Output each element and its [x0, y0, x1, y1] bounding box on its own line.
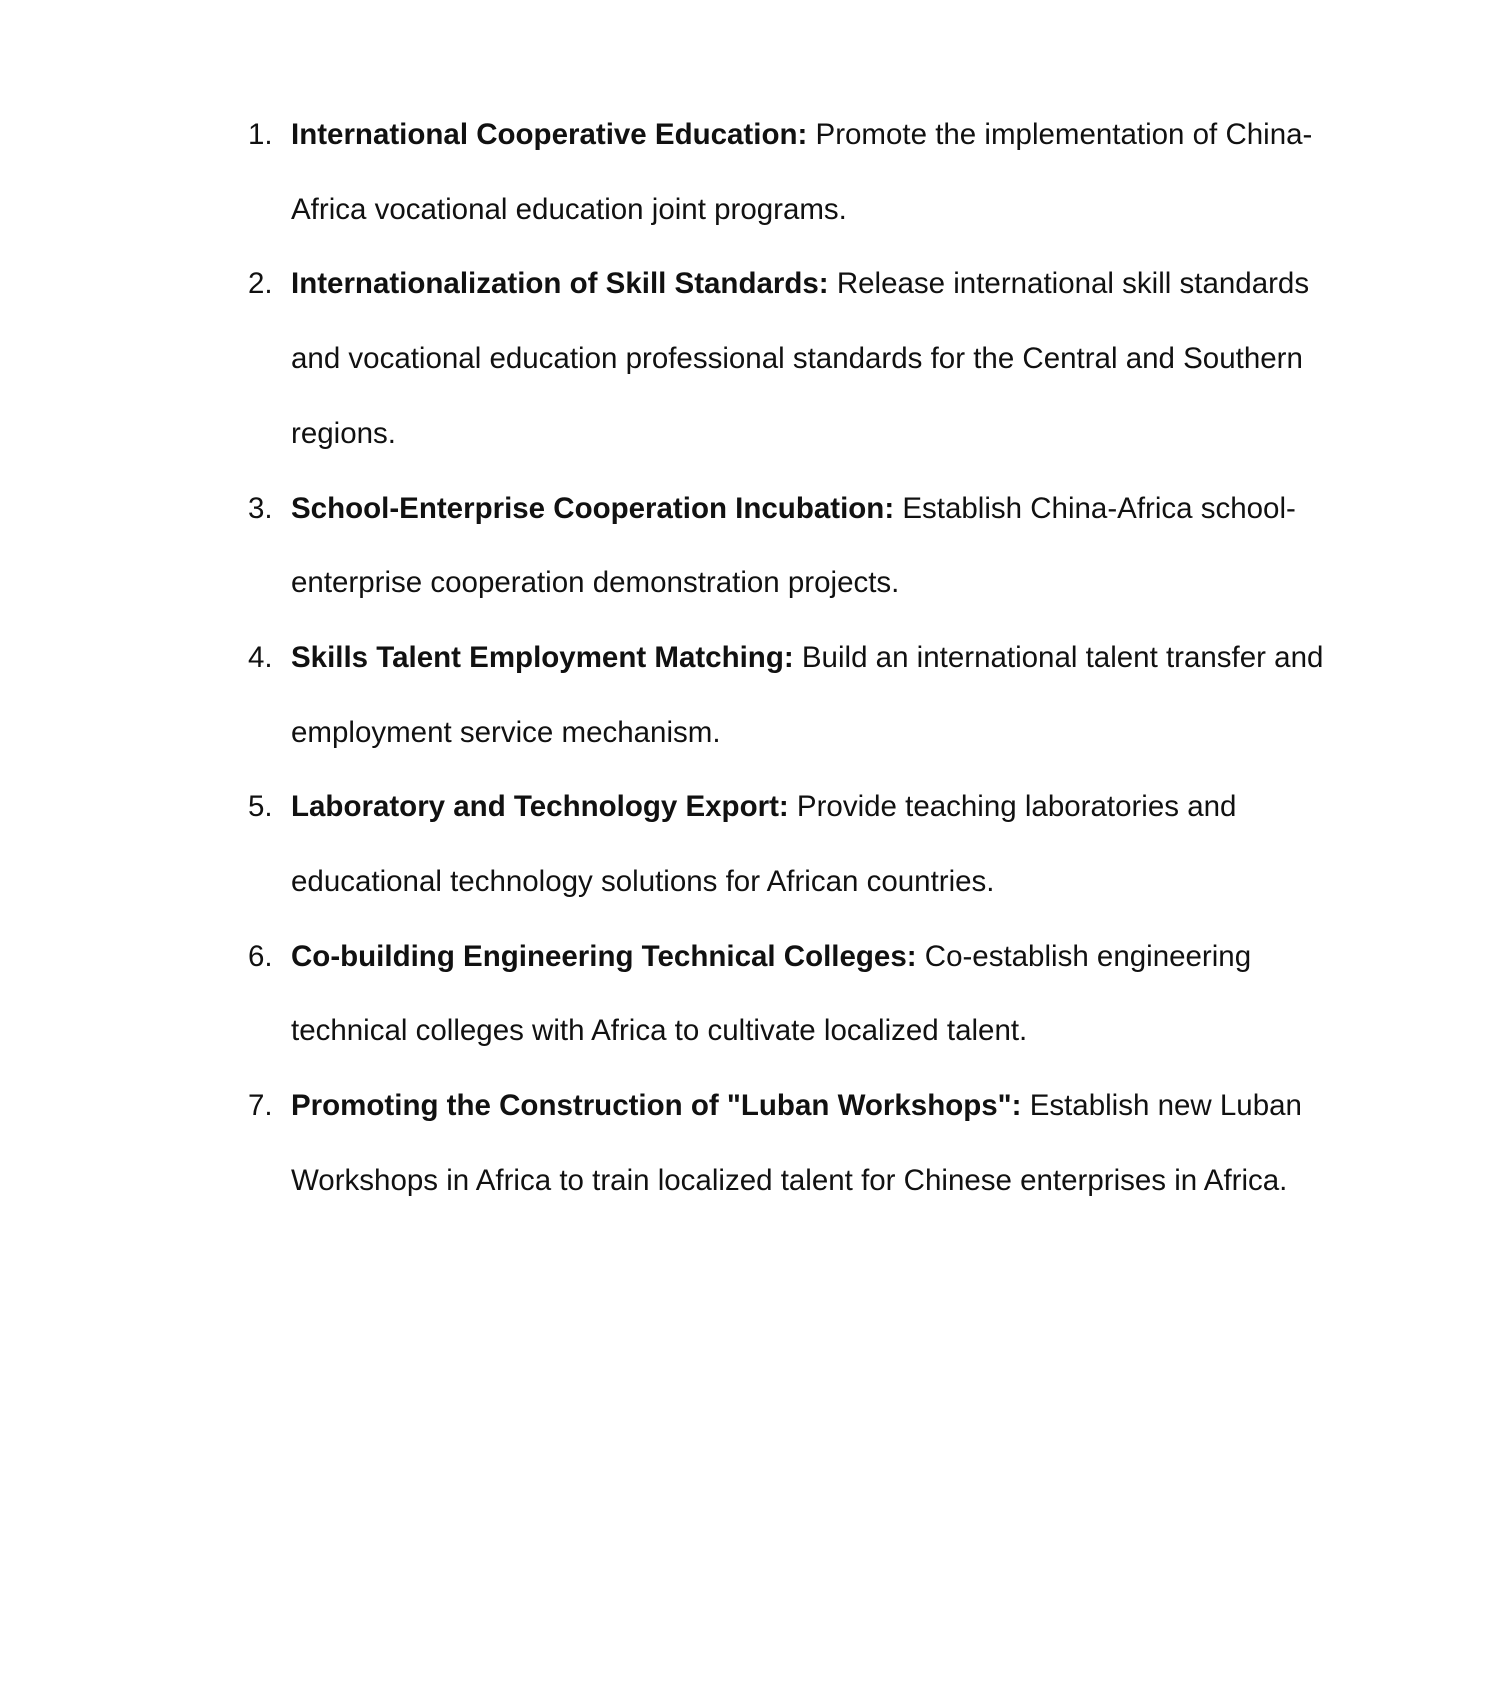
item-text: Build an international talent transfer and employment service mechanism. [291, 640, 1324, 749]
list-item [248, 98, 1328, 247]
item-title: Promoting the Construction of "Luban Workshops": [291, 1089, 1022, 1123]
item-text: Promote the implementation of China-Africa vocational education joint programs. [291, 118, 1313, 226]
item-title: Internationalization of Skill Standards: [291, 267, 829, 301]
initiatives-list [248, 98, 1328, 1219]
list-item [248, 1069, 1328, 1218]
item-number: 3. [248, 491, 273, 525]
list-item [248, 770, 1328, 919]
list-item [248, 621, 1328, 770]
item-text: Establish new Luban Workshops in Africa to train localized talent for Chinese enterprises in Africa. [291, 1089, 1302, 1197]
item-number: 7. [248, 1089, 273, 1123]
list-item [248, 247, 1328, 471]
item-text: Co-establish engineering technical colleges with Africa to cultivate localized talent. [291, 939, 1252, 1048]
item-number: 6. [248, 939, 273, 973]
item-title: Co-building Engineering Technical Colleges: [291, 939, 917, 973]
item-number: 4. [248, 640, 273, 674]
item-number: 5. [248, 790, 273, 824]
item-number: 1. [248, 118, 273, 151]
list-item [248, 920, 1328, 1069]
item-text: Establish China-Africa school-enterprise cooperation demonstration projects. [291, 491, 1296, 600]
item-text: Provide teaching laboratories and educational technology solutions for African countries. [291, 790, 1237, 899]
item-number: 2. [248, 267, 273, 301]
item-title: School-Enterprise Cooperation Incubation: [291, 491, 895, 525]
item-title: International Cooperative Education: [291, 118, 808, 151]
item-text: Release international skill standards and vocational education professional standards for the Central and Southern regions. [291, 267, 1310, 450]
item-title: Skills Talent Employment Matching: [291, 640, 794, 674]
list-item [248, 472, 1328, 621]
item-title: Laboratory and Technology Export: [291, 790, 789, 824]
